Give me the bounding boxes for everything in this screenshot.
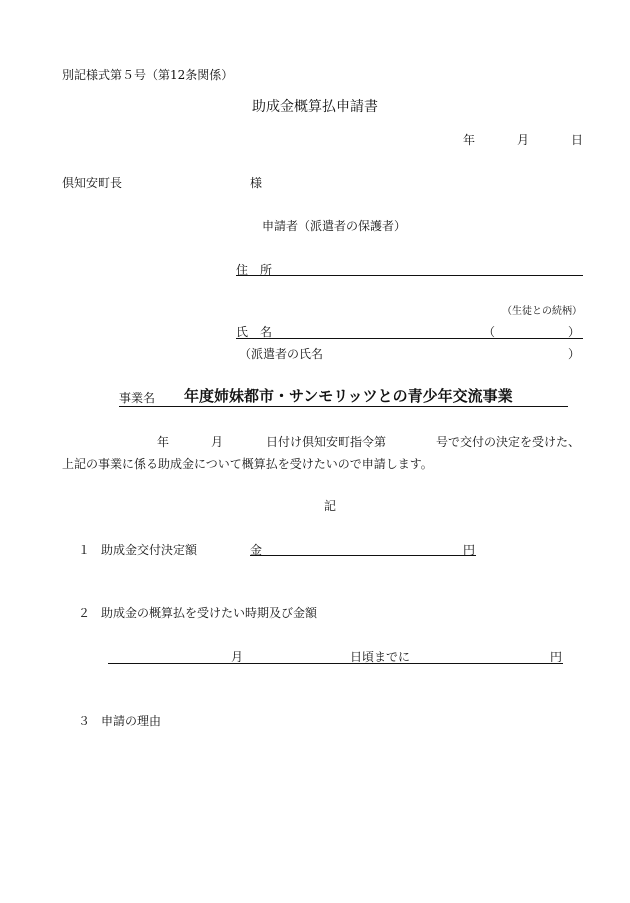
child-paren-close: ） (568, 347, 581, 361)
body-line1-end: 号で交付の決定を受けた、 (436, 435, 581, 449)
item-1-label: 助成金交付決定額 (101, 543, 198, 557)
body-year: 年 (157, 435, 170, 449)
project-underline (119, 406, 568, 407)
item-1-prefix: 金 (250, 543, 263, 557)
relation-paren-close: ） (568, 325, 581, 339)
body-month: 月 (211, 435, 224, 449)
item-2-day-suffix: 日頃までに (350, 650, 411, 664)
item-3-number: ３ (78, 714, 91, 728)
item-1-unit: 円 (463, 543, 476, 557)
item-2-amount-field[interactable] (108, 663, 563, 664)
form-number: 別記様式第５号（第12条関係） (62, 68, 234, 82)
addressee-name: 倶知安町長 (62, 176, 123, 190)
date-month-label: 月 (517, 133, 530, 147)
item-2-unit: 円 (550, 650, 563, 664)
address-field[interactable] (236, 275, 583, 276)
body-line1-mid: 日付け倶知安町指令第 (266, 435, 387, 449)
item-3-label: 申請の理由 (101, 714, 162, 728)
ki-label: 記 (324, 499, 337, 513)
item-2-month: 月 (231, 650, 244, 664)
address-label: 住 所 (236, 263, 273, 277)
name-field[interactable] (236, 338, 583, 339)
item-2-label: 助成金の概算払を受けたい時期及び金額 (101, 606, 318, 620)
relation-note: （生徒との続柄） (502, 306, 582, 317)
item-1-amount-field[interactable] (250, 555, 476, 556)
relation-paren-open: （ (483, 325, 496, 339)
child-name-label: （派遣者の氏名 (239, 347, 324, 361)
addressee-honorific: 様 (250, 176, 263, 190)
form-title: 助成金概算払申請書 (252, 99, 378, 115)
item-2-number: ２ (78, 606, 91, 620)
project-name: 年度姉妹都市・サンモリッツとの青少年交流事業 (184, 387, 513, 405)
applicant-heading: 申請者（派遣者の保護者） (262, 219, 407, 233)
date-day-label: 日 (571, 133, 584, 147)
date-year-label: 年 (463, 133, 476, 147)
item-1-number: １ (78, 543, 91, 557)
name-label: 氏 名 (236, 325, 273, 339)
project-label: 事業名 (119, 391, 156, 405)
body-line2: 上記の事業に係る助成金について概算払を受けたいので申請します。 (62, 457, 433, 471)
